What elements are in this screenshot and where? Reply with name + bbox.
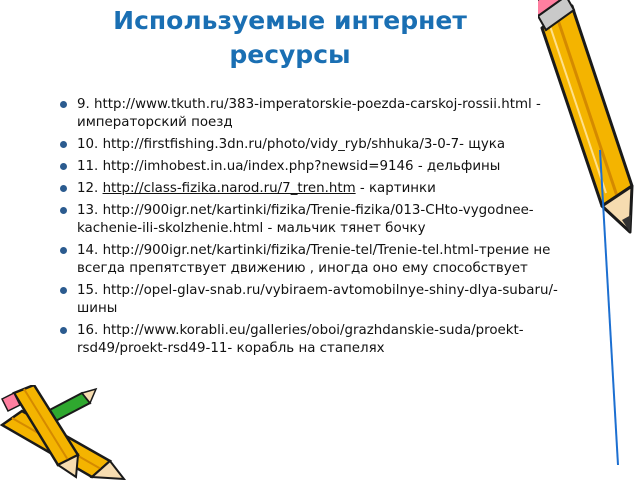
item-url: http://firstfishing.3dn.ru/photo/vidy_ryb/shhuka/3-0-7- [102, 137, 464, 152]
item-description: - мальчик тянет бочку [263, 221, 426, 236]
resource-list [60, 96, 580, 362]
list-item [60, 322, 580, 358]
list-item [60, 242, 580, 278]
item-number: 10. [77, 137, 99, 152]
item-number: 13. [77, 203, 99, 218]
list-item [60, 202, 580, 238]
item-description: - дельфины [413, 159, 501, 174]
item-description: щука [463, 137, 506, 152]
item-url: http://imhobest.in.ua/index.php?newsid=9146 [102, 159, 414, 174]
list-item [60, 282, 580, 318]
slide-title [60, 4, 520, 72]
list-item [60, 158, 580, 176]
item-url: http://900igr.net/kartinki/fizika/Trenie-tel/Trenie-tel.html- [102, 243, 479, 258]
list-item [60, 180, 580, 198]
slide-title-line1: Используемые интернет [113, 6, 467, 35]
item-url: http://900igr.net/kartinki/fizika/Trenie-fizika/013-CHto-vygodnee-kachenie-ili-skolzhenie.html [77, 203, 534, 236]
list-item [60, 136, 580, 154]
item-number: 16. [77, 323, 99, 338]
item-number: 11. [77, 159, 99, 174]
item-description: трение не всегда препятствует движению , иногда оно ему способствует [77, 243, 551, 276]
item-url: http://www.tkuth.ru/383-imperatorskie-poezda-carskoj-rossii.html [94, 97, 532, 112]
item-number: 12. [77, 181, 99, 196]
item-description: шины [77, 301, 118, 316]
item-description: - картинки [355, 181, 436, 196]
item-link[interactable]: http://class-fizika.narod.ru/7_tren.htm [102, 181, 356, 196]
item-url: http://www.korabli.eu/galleries/oboi/grazhdanskie-suda/proekt-rsd49/proekt-rsd49-11- [77, 323, 524, 356]
blue-pencil-line-icon [596, 150, 626, 470]
item-number: 14. [77, 243, 99, 258]
item-url: http://opel-glav-snab.ru/vybiraem-avtomobilnye-shiny-dlya-subaru/- [102, 283, 558, 298]
slide-title-line2: ресурсы [229, 40, 351, 69]
item-number: 15. [77, 283, 99, 298]
list-item [60, 96, 580, 132]
pencils-bundle-icon [0, 385, 130, 480]
item-description: корабль на стапелях [232, 341, 385, 356]
item-description: - императорский поезд [77, 97, 541, 130]
item-number: 9. [77, 97, 90, 112]
